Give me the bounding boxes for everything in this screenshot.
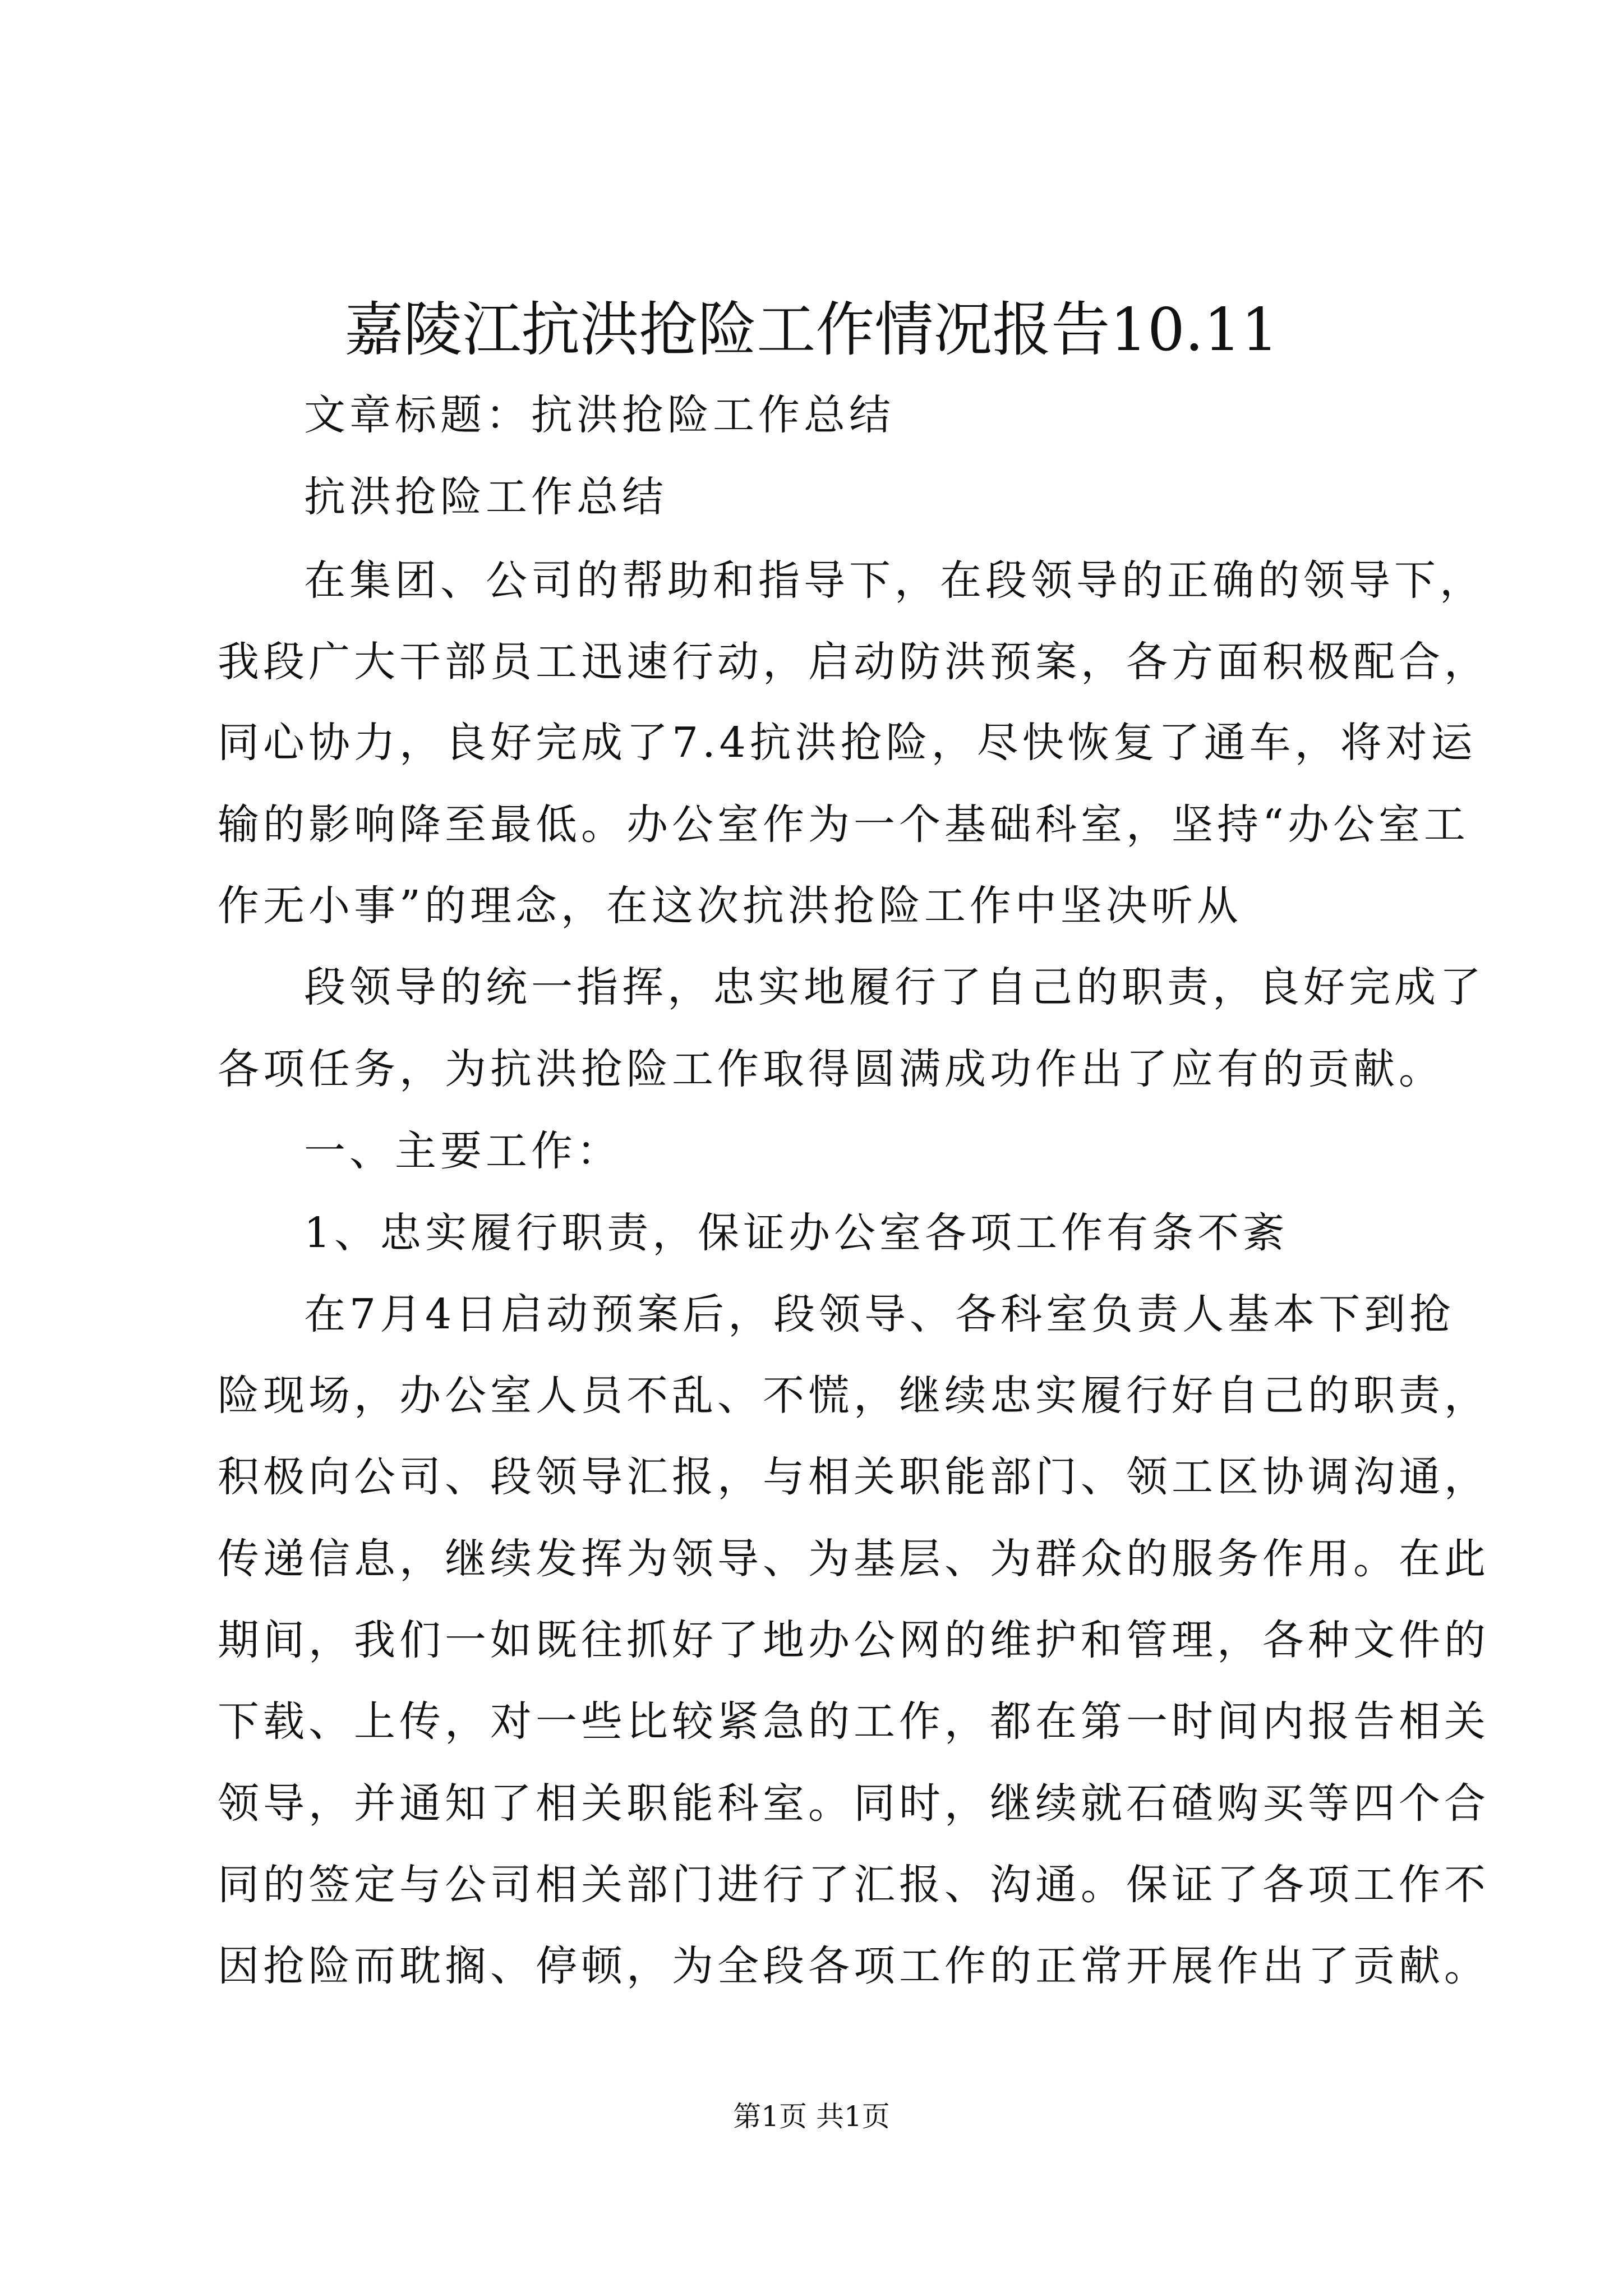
paragraph-line: 下载、上传，对一些比较紧急的工作，都在第一时间内报告相关 <box>218 1697 1490 1746</box>
paragraph-line: 同心协力，良好完成了7.4抗洪抢险，尽快恢复了通车，将对运 <box>218 719 1477 767</box>
paragraph-line: 在集团、公司的帮助和指导下，在段领导的正确的领导下， <box>304 556 1485 605</box>
article-title-line: 文章标题：抗洪抢险工作总结 <box>304 391 895 439</box>
section-heading-main-work: 一、主要工作： <box>304 1127 622 1175</box>
paragraph-line: 段领导的统一指挥，忠实地履行了自己的职责，良好完成了 <box>304 963 1485 1011</box>
paragraph-line: 因抢险而耽搁、停顿，为全段各项工作的正常开展作出了贡献。 <box>218 1942 1490 1990</box>
paragraph-line: 各项任务，为抗洪抢险工作取得圆满成功作出了应有的贡献。 <box>218 1045 1444 1093</box>
paragraph-line: 险现场，办公室人员不乱、不慌，继续忠实履行好自己的职责， <box>218 1372 1490 1420</box>
subsection-heading-1: 1、忠实履行职责，保证办公室各项工作有条不紊 <box>304 1209 1289 1257</box>
paragraph-line: 领导，并通知了相关职能科室。同时，继续就石碴购买等四个合 <box>218 1779 1490 1828</box>
document-title: 嘉陵江抗洪抢险工作情况报告10.11 <box>344 296 1279 364</box>
paragraph-line: 期间，我们一如既往抓好了地办公网的维护和管理，各种文件的 <box>218 1616 1490 1664</box>
paragraph-line: 同的签定与公司相关部门进行了汇报、沟通。保证了各项工作不 <box>218 1861 1490 1909</box>
paragraph-line: 积极向公司、段领导汇报，与相关职能部门、领工区协调沟通， <box>218 1453 1490 1501</box>
paragraph-line: 我段广大干部员工迅速行动，启动防洪预案，各方面积极配合， <box>218 638 1490 686</box>
section-heading-summary: 抗洪抢险工作总结 <box>304 473 667 521</box>
paragraph-line: 在7月4日启动预案后，段领导、各科室负责人基本下到抢 <box>304 1290 1455 1338</box>
paragraph-line: 输的影响降至最低。办公室作为一个基础科室，坚持“办公室工 <box>218 800 1469 849</box>
paragraph-line: 作无小事”的理念，在这次抗洪抢险工作中坚决听从 <box>218 882 1242 930</box>
paragraph-line: 传递信息，继续发挥为领导、为基层、为群众的服务作用。在此 <box>218 1535 1490 1583</box>
page-footer: 第1页 共1页 <box>733 2100 890 2133</box>
